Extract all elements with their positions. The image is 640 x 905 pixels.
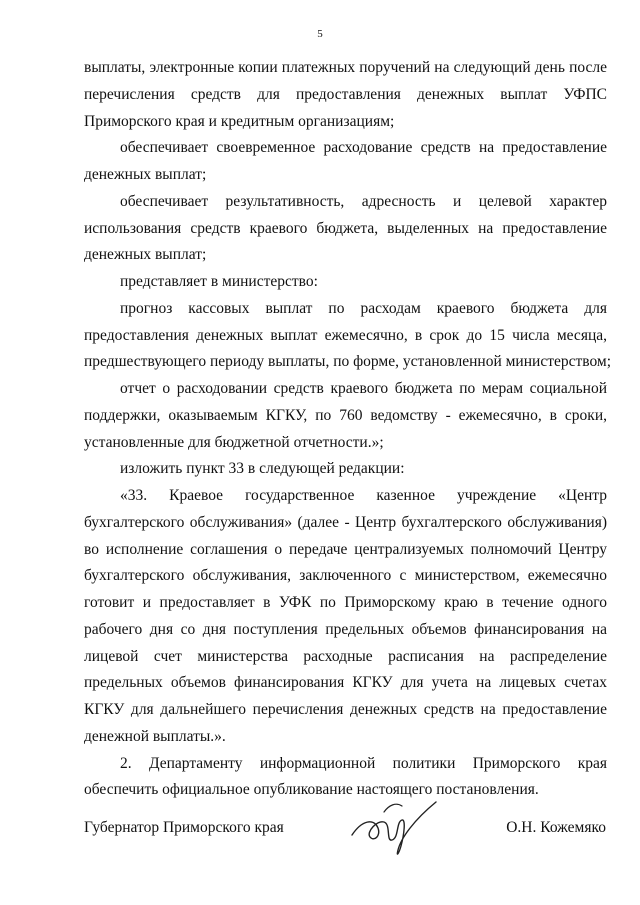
body-line: предоставления денежных выплат ежемесячно, в срок до 15 числа месяца, <box>84 327 607 344</box>
body-line: поддержки, оказываемым КГКУ, по 760 ведомству - ежемесячно, в сроки, <box>84 407 607 424</box>
body-line: Приморского края и кредитным организациям; <box>84 113 395 130</box>
body-line: бухгалтерского обслуживания» (далее - Центр бухгалтерского обслуживания) <box>84 514 607 531</box>
body-line: перечисления средств для предоставления денежных выплат УФПС <box>84 86 607 103</box>
body-line: денежных выплат; <box>84 166 207 183</box>
body-line: установленные для бюджетной отчетности.»; <box>84 434 384 451</box>
body-line: 2. Департаменту информационной политики Приморского края <box>120 755 607 772</box>
page-number: 5 <box>317 28 323 40</box>
body-line: обеспечивает своевременное расходование средств на предоставление <box>120 139 607 156</box>
body-line: КГКУ для дальнейшего перечисления денежных средств на предоставление <box>84 701 607 718</box>
body-line: бухгалтерского обслуживания, заключенного с министерством, ежемесячно <box>84 567 607 584</box>
body-line: во исполнение соглашения о передаче централизуемых полномочий Центру <box>84 541 607 558</box>
body-line: «33. Краевое государственное казенное учреждение «Центр <box>120 487 607 504</box>
body-line: изложить пункт 33 в следующей редакции: <box>120 460 405 477</box>
body-line: обеспечивает результативность, адресность и целевой характер <box>120 193 607 210</box>
body-line: выплаты, электронные копии платежных поручений на следующий день после <box>84 59 607 76</box>
signatory-position: Губернатор Приморского края <box>84 819 284 836</box>
body-line: обеспечить официальное опубликование настоящего постановления. <box>84 781 539 798</box>
body-line: денежных выплат; <box>84 246 207 263</box>
body-line: представляет в министерство: <box>120 273 318 290</box>
body-line: прогноз кассовых выплат по расходам краевого бюджета для <box>120 300 607 317</box>
body-line: готовит и предоставляет в УФК по Приморскому краю в течение одного <box>84 594 607 611</box>
body-line: лицевой счет министерства расходные расписания на распределение <box>84 648 607 665</box>
body-line: предшествующего периоду выплаты, по форме, установленной министерством; <box>84 353 612 370</box>
body-line: рабочего дня со дня поступления предельных объемов финансирования на <box>84 621 607 638</box>
body-line: использования средств краевого бюджета, выделенных на предоставление <box>84 220 607 237</box>
body-line: предельных объемов финансирования КГКУ для учета на лицевых счетах <box>84 674 607 691</box>
signatory-name: О.Н. Кожемяко <box>506 819 606 836</box>
handwritten-signature <box>344 790 444 860</box>
body-line: денежной выплаты.». <box>84 728 226 745</box>
body-line: отчет о расходовании средств краевого бюджета по мерам социальной <box>120 380 607 397</box>
